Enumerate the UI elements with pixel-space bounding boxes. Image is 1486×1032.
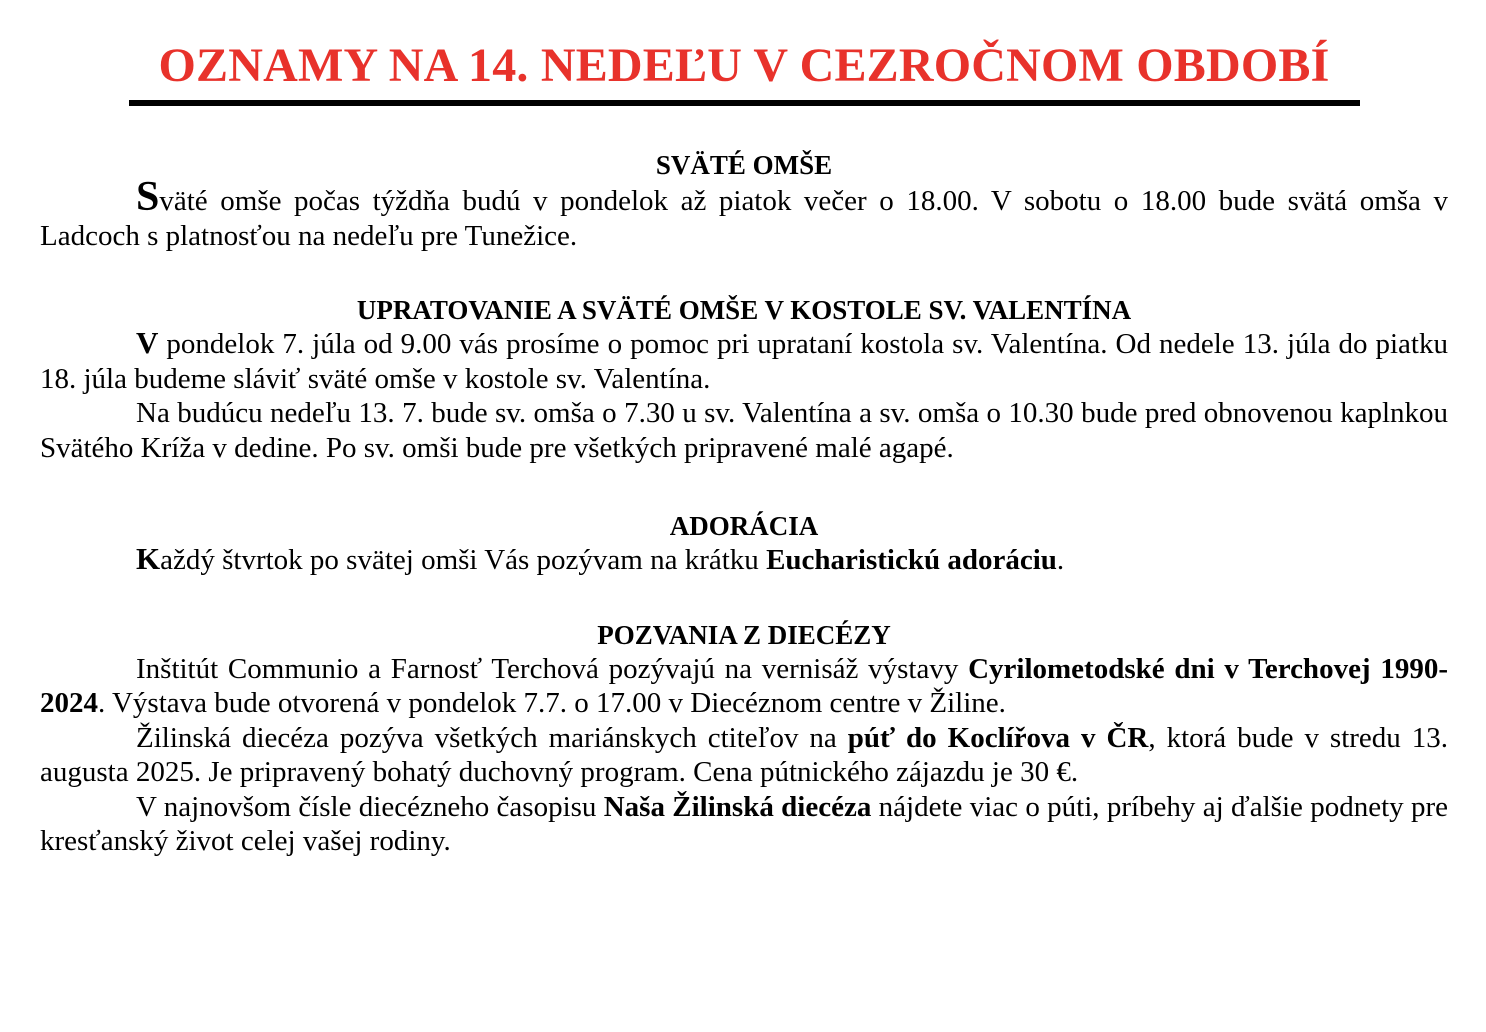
drop-cap-initial: S (136, 174, 160, 220)
cleaning-paragraph (40, 327, 1448, 396)
next-sunday-paragraph: Na budúcu nedeľu 13. 7. bude sv. omša o 7.30 u sv. Valentína a sv. omša o 10.30 bude pred obnovenou kaplnkou Svätého Kríža v dedine. Po sv. omši bude pre všetkých pripravené malé agapé. (40, 397, 1448, 464)
paragraph-text: pondelok 7. júla od 9.00 vás prosíme o pomoc pri uprataní kostola sv. Valentína. Od nedele 13. júla do piatku 18. júla budeme sláviť sväté omše v kostole sv. Valentína. (40, 328, 1448, 395)
exhibition-paragraph (40, 652, 1448, 721)
magazine-paragraph (40, 790, 1448, 859)
emphasis-text: púť do Koclířova v ČR (847, 721, 1149, 754)
pilgrimage-paragraph (40, 721, 1448, 790)
section-adoration (40, 509, 1448, 578)
paragraph-text-end: , ktorá bude v stredu 13. augusta 2025. Je pripravený bohatý duchovný program. Cena pútnického zájazdu je 30 €. (40, 721, 1448, 788)
title-underline (129, 100, 1360, 106)
section-heading-cleaning-valentine: UPRATOVANIE A SVÄTÉ OMŠE V KOSTOLE SV. VALENTÍNA (356, 295, 1132, 325)
section-holy-masses (40, 148, 1448, 253)
paragraph-text-end: nájdete viac o púti, príbehy aj ďalšie podnety pre kresťanský život celej vašej rodiny. (40, 790, 1448, 857)
adoration-paragraph (40, 543, 1448, 578)
paragraph-text-end: . (1056, 544, 1065, 576)
emphasis-text: Eucharistickú adoráciu (766, 544, 1057, 576)
announcement-page (40, 0, 1448, 859)
paragraph-text: väté omše počas týždňa budú v pondelok až piatok večer o 18.00. V sobotu o 18.00 bude svätá omša v Ladcoch s platnosťou na nedeľu pre Tunežice. (40, 185, 1448, 252)
drop-cap-initial: V (136, 325, 159, 360)
paragraph-text: aždý štvrtok po svätej omši Vás pozývam na krátku (160, 544, 767, 576)
section-diocese-invitations (40, 618, 1448, 859)
paragraph-text-end: . Výstava bude otvorená v pondelok 7.7. o 17.00 v Diecéznom centre v Žiline. (98, 687, 1006, 719)
section-heading-adoration: ADORÁCIA (669, 511, 819, 541)
drop-cap-initial: K (136, 541, 161, 576)
section-heading-holy-masses: SVÄTÉ OMŠE (655, 150, 833, 180)
holy-masses-paragraph (40, 174, 1448, 253)
emphasis-text: Naša Žilinská diecéza (603, 790, 872, 823)
paragraph-text: V najnovšom čísle diecézneho časopisu (136, 790, 604, 823)
section-heading-diocese-invitations: POZVANIA Z DIECÉZY (597, 619, 891, 650)
page-title: OZNAMY NA 14. NEDEĽU V CEZROČNOM OBDOBÍ (158, 39, 1330, 92)
paragraph-text: Inštitút Communio a Farnosť Terchová pozývajú na vernisáž výstavy (136, 652, 969, 685)
paragraph-text: Žilinská diecéza pozýva všetkých mariánskych ctiteľov na (136, 721, 848, 754)
emphasis-text: Cyrilometodské dni v Terchovej 1990-2024 (40, 652, 1448, 719)
section-cleaning-valentine (40, 293, 1448, 465)
